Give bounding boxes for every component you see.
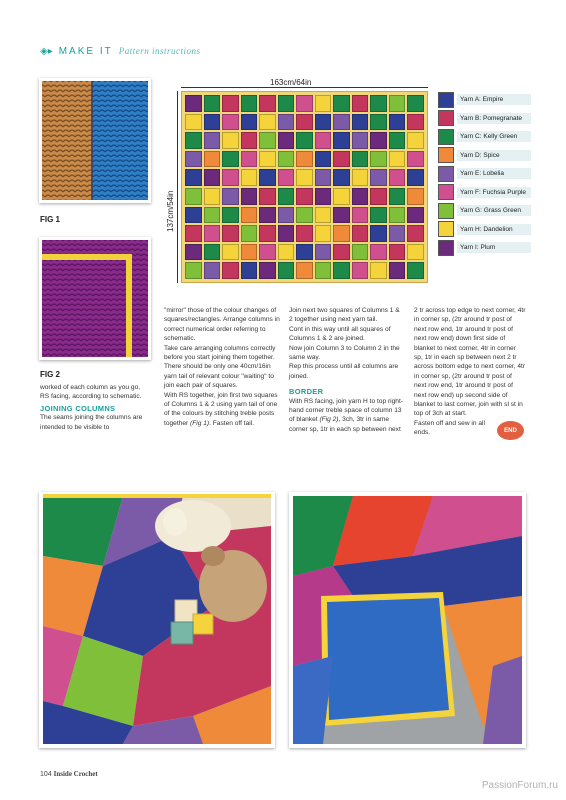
blanket-square [352,169,369,186]
blanket-square [278,188,295,205]
blanket-square [185,95,202,112]
blanket-square [185,188,202,205]
blanket-square [333,151,350,168]
legend-swatch [438,92,454,108]
page-number: 104 [40,771,52,778]
blanket-square [259,207,276,224]
blanket-square [296,114,313,131]
blanket-square [370,95,387,112]
magazine-name: Inside Crochet [53,770,98,778]
blanket-square [296,225,313,242]
blanket-square [407,132,424,149]
blanket-square [185,169,202,186]
legend-swatch [438,129,454,145]
legend-item [438,110,531,127]
blanket-square [407,151,424,168]
blanket-square [352,225,369,242]
paragraph [164,391,280,429]
blanket-square [333,262,350,279]
blanket-square [278,151,295,168]
text-column-2 [164,306,280,428]
blanket-square [278,114,295,131]
blanket-square [370,169,387,186]
blanket-square [296,95,313,112]
blanket-square [222,262,239,279]
width-dimension-line [181,87,428,88]
blanket-square [333,114,350,131]
paragraph: Cont in this way until all squares of Columns 1 & 2 are joined. [289,325,391,343]
blanket-square [204,244,221,261]
legend-item [438,202,531,219]
blanket-square [241,132,258,149]
blanket-square [407,114,424,131]
legend-label: Yarn B: Pomegranate [457,113,531,124]
blanket-square [407,262,424,279]
blanket-square [204,207,221,224]
blanket-square [296,169,313,186]
blanket-square [389,262,406,279]
height-dimension-line [177,91,178,283]
legend-swatch [438,203,454,219]
blanket-square [333,132,350,149]
blanket-square [333,169,350,186]
legend-swatch [438,166,454,182]
blanket-square [185,151,202,168]
blanket-square [389,225,406,242]
paragraph: 2 tr across top edge to next corner, 4tr in corner sp, (2tr around tr post of next row end, 1tr around tr post of next row end) down first side of blanket to next corner, 4tr in corner sp, 1tr in each sp between next 2 tr across bottom edge to next corner, 4tr in corner sp, (2tr around tr post of next row end, 1tr around tr post of next row end) up second side of blanket to last corner, join with sl st in top of 3ch at start. [414,307,526,418]
blanket-square [185,114,202,131]
text-column-3 [289,306,403,434]
blanket-square [315,95,332,112]
legend-label: Yarn H: Dandelion [457,224,531,235]
paragraph: "mirror" those of the colour changes of squares/rectangles. Arrange columns in correct numerical order referring to schematic. [164,307,280,343]
blanket-schematic [181,91,428,283]
blanket-square [278,169,295,186]
width-dimension-label: 163cm/64in [270,78,312,87]
blanket-square [370,188,387,205]
legend-swatch [438,184,454,200]
blanket-square [407,169,424,186]
blanket-square [204,132,221,149]
blanket-square [315,207,332,224]
blanket-square [315,188,332,205]
blanket-square [241,188,258,205]
blanket-grid [185,95,424,279]
text-run: . Fasten off tail. [209,419,255,427]
blanket-square [241,262,258,279]
blanket-square [389,207,406,224]
blanket-square [389,132,406,149]
blanket-square [315,169,332,186]
blanket-square [370,151,387,168]
legend-label: Yarn E: Lobelia [457,168,531,179]
paragraph: Join next two squares of Columns 1 & 2 together using next yarn tail. [289,307,400,324]
blanket-square [204,114,221,131]
legend-label: Yarn D: Spice [457,150,531,161]
blanket-square [278,244,295,261]
blanket-square [204,95,221,112]
make-it-label: MAKE IT [58,45,113,57]
blanket-square [185,244,202,261]
blanket-square [278,225,295,242]
blanket-square [185,132,202,149]
blanket-square [370,244,387,261]
blanket-square [204,188,221,205]
legend-item [438,221,531,238]
legend-label: Yarn F: Fuchsia Purple [457,187,531,198]
blanket-square [222,95,239,112]
blanket-square [296,132,313,149]
text-run: With RS facing, join yarn H to top right-hand corner treble space of column 13 of blanket [289,397,403,424]
blanket-square [278,95,295,112]
blanket-square [296,188,313,205]
legend-label: Yarn A: Empire [457,94,531,105]
paragraph: Fasten off and sew in all ends. [414,419,485,437]
blanket-square [204,151,221,168]
blanket-square [241,225,258,242]
blanket-square [315,225,332,242]
blanket-square [389,169,406,186]
legend-item [438,239,531,256]
blanket-square [204,225,221,242]
blanket-square [333,225,350,242]
joining-columns-heading: JOINING COLUMNS [40,403,116,413]
blanket-square [222,169,239,186]
blanket-square [407,95,424,112]
blanket-square [333,207,350,224]
fig-reference: (Fig 2) [319,416,339,424]
legend-item [438,184,531,201]
blanket-square [241,207,258,224]
blanket-square [259,225,276,242]
legend-swatch [438,221,454,237]
blanket-square [370,207,387,224]
yarn-legend [438,91,531,258]
blanket-square [352,188,369,205]
blanket-square [333,188,350,205]
blanket-square [352,114,369,131]
blanket-square [204,262,221,279]
blanket-square [241,151,258,168]
blanket-square [352,244,369,261]
legend-label: Yarn G: Grass Green [457,205,531,216]
legend-label: Yarn C: Kelly Green [457,131,531,142]
legend-label: Yarn I: Plum [457,242,531,253]
blanket-toys-photo [39,492,275,748]
blanket-square [259,132,276,149]
legend-swatch [438,240,454,256]
paragraph [289,397,403,435]
border-heading: BORDER [289,387,324,397]
blanket-corner-photo [289,492,526,748]
blanket-square [296,151,313,168]
blanket-square [259,262,276,279]
blanket-square [352,262,369,279]
header-subtitle: Pattern instructions [118,46,201,56]
blanket-square [222,132,239,149]
text-column-1 [40,383,150,432]
paragraph: worked of each column as you go, RS facing, according to schematic. [40,384,142,401]
blanket-square [241,114,258,131]
text-column-4 [414,306,526,438]
legend-swatch [438,110,454,126]
legend-item [438,147,531,164]
legend-item [438,91,531,108]
fig-reference: (Fig 1) [190,419,210,427]
blanket-square [259,114,276,131]
blanket-square [278,132,295,149]
blanket-square [204,169,221,186]
end-badge: END [497,421,524,440]
blanket-square [315,151,332,168]
blanket-square [352,132,369,149]
blanket-square [296,244,313,261]
paragraph: Now join Column 3 to Column 2 in the same way. [289,344,400,362]
blanket-square [185,207,202,224]
section-header [40,44,200,58]
blanket-square [315,132,332,149]
fig2-label: FIG 2 [40,370,61,379]
blanket-square [389,114,406,131]
blanket-square [315,244,332,261]
blanket-square [241,244,258,261]
blanket-square [222,188,239,205]
blanket-square [370,132,387,149]
blanket-square [407,244,424,261]
blanket-square [278,207,295,224]
paragraph: The seams joining the columns are intended to be visible to [40,414,143,431]
text-run: , 3ch, 3tr in same corner sp, 1tr in each sp between next [289,416,401,433]
blanket-square [370,225,387,242]
watermark: PassionForum.ru [481,780,558,791]
legend-item [438,128,531,145]
blanket-square [333,244,350,261]
blanket-square [296,207,313,224]
blanket-square [185,262,202,279]
height-dimension-label: 137cm/54in [166,190,175,232]
paragraph: Rep this process until all columns are joined. [289,363,399,380]
paragraph: Take care arranging columns correctly before you start joining them together. There should be only one 40cm/16in yarn tail of relevant colour "waiting" to join each pair of squares. [164,344,276,390]
blanket-square [370,114,387,131]
blanket-square [352,207,369,224]
page-footer [40,770,98,778]
blanket-square [222,207,239,224]
blanket-square [222,225,239,242]
legend-item [438,165,531,182]
blanket-square [259,188,276,205]
blanket-square [407,225,424,242]
blanket-square [389,151,406,168]
blanket-square [333,95,350,112]
legend-swatch [438,147,454,163]
blanket-square [241,95,258,112]
blanket-square [407,207,424,224]
fig1-label: FIG 1 [40,215,61,224]
blanket-square [352,151,369,168]
text-run: With RS together, join first two squares of Columns 1 & 2 using yarn tail of one of the colours by stitching treble posts together [164,391,278,427]
blanket-square [389,95,406,112]
blanket-square [241,169,258,186]
blanket-square [315,262,332,279]
blanket-square [278,262,295,279]
blanket-square [407,188,424,205]
blanket-square [222,244,239,261]
blanket-square [259,95,276,112]
fig2-photo [39,237,151,360]
blanket-square [296,262,313,279]
blanket-square [259,151,276,168]
blanket-square [370,262,387,279]
blanket-square [389,244,406,261]
blanket-square [259,169,276,186]
blanket-square [222,114,239,131]
blanket-square [259,244,276,261]
blanket-square [315,114,332,131]
blanket-square [389,188,406,205]
blanket-square [222,151,239,168]
double-arrow-icon: ◈▸ [40,45,53,57]
blanket-square [185,225,202,242]
fig1-photo [39,78,151,203]
blanket-square [352,95,369,112]
